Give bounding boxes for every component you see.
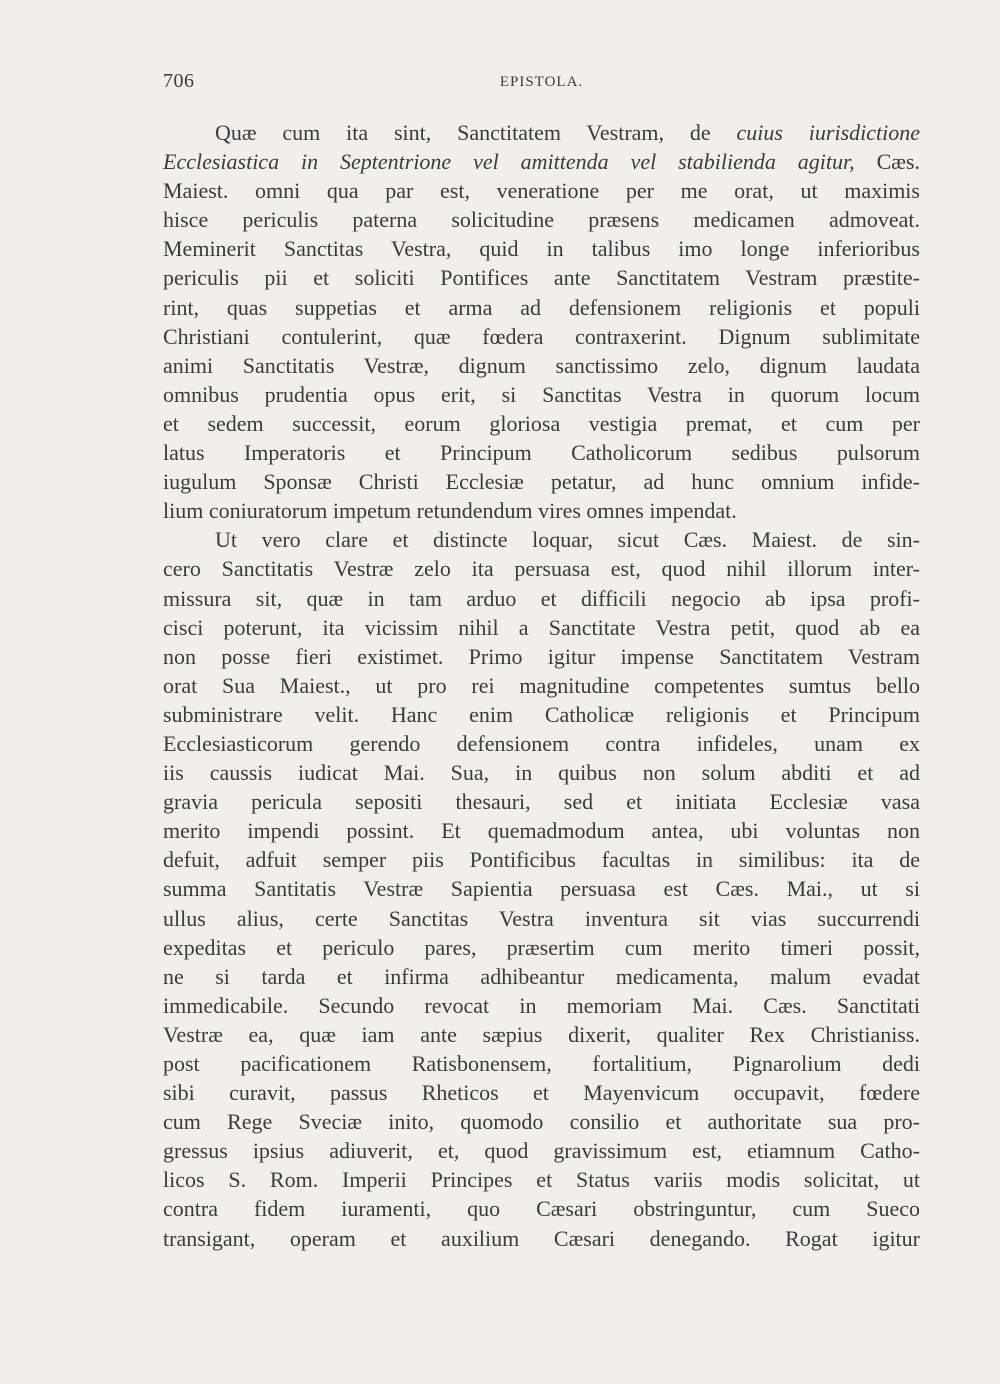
text-line (163, 991, 920, 1020)
text-line (163, 584, 920, 613)
line-text: et sedem successit, eorum gloriosa vestigia premat, et cum per (163, 410, 920, 436)
line-text: summa Santitatis Vestræ Sapientia persuasa est Cæs. Mai., ut si (163, 876, 920, 902)
text-line (163, 263, 920, 292)
line-text: orat Sua Maiest., ut pro rei magnitudine competentes sumtus bello (163, 672, 920, 698)
line-text: merito impendi possint. Et quemadmodum antea, ubi voluntas non (163, 818, 920, 844)
text-line (163, 700, 920, 729)
italic-phrase: Ecclesiastica in Septentrione vel amittenda vel stabilienda agitur, (163, 149, 855, 175)
text-line (163, 176, 920, 205)
line-text: iugulum Sponsæ Christi Ecclesiæ petatur, ad hunc omnium infide- (163, 469, 920, 495)
line-text: licos S. Rom. Imperii Principes et Status variis modis solicitat, ut (163, 1167, 920, 1193)
line-text: Ecclesiasticorum gerendo defensionem contra infideles, unam ex (163, 730, 920, 756)
line-text: defuit, adfuit semper piis Pontificibus facultas in similibus: ita de (163, 847, 920, 873)
page-number: 706 (163, 70, 195, 92)
line-text: rint, quas suppetias et arma ad defensionem religionis et populi (163, 294, 920, 320)
text-line (163, 118, 920, 147)
line-text: cisci poterunt, ita vicissim nihil a Sanctitate Vestra petit, quod ab ea (163, 614, 920, 640)
line-text: lium coniuratorum impetum retundendum vires omnes impendat. (163, 498, 737, 524)
line-text: transigant, operam et auxilium Cæsari denegando. Rogat igitur (163, 1225, 920, 1251)
text-line (163, 1165, 920, 1194)
text-line (163, 234, 920, 263)
text-line (163, 554, 920, 583)
line-text: latus Imperatoris et Principum Catholicorum sedibus pulsorum (163, 440, 920, 466)
text-line (163, 293, 920, 322)
text-line (163, 1224, 920, 1253)
line-text: animi Sanctitatis Vestræ, dignum sanctissimo zelo, dignum laudata (163, 352, 920, 378)
text-line (163, 613, 920, 642)
body-text (163, 118, 920, 1253)
text-line (163, 205, 920, 234)
line-text: ne si tarda et infirma adhibeantur medicamenta, malum evadat (163, 963, 920, 989)
line-text: Christiani contulerint, quæ fœdera contraxerint. Dignum sublimitate (163, 323, 920, 349)
line-text: gravia pericula sepositi thesauri, sed et initiata Ecclesiæ vasa (163, 789, 920, 815)
text-line (163, 438, 920, 467)
page-header (163, 70, 920, 102)
line-text: Meminerit Sanctitas Vestra, quid in talibus imo longe inferioribus (163, 236, 920, 262)
line-text: Quæ cum ita sint, Sanctitatem Vestram, de (215, 120, 737, 145)
text-line (163, 467, 920, 496)
running-head: EPISTOLA. (499, 74, 584, 90)
text-line (163, 729, 920, 758)
text-line (163, 671, 920, 700)
text-line (163, 496, 920, 525)
text-line (163, 380, 920, 409)
line-text: iis caussis iudicat Mai. Sua, in quibus non solum abditi et ad (163, 760, 920, 786)
text-line (163, 787, 920, 816)
line-text: omnibus prudentia opus erit, si Sanctitas Vestra in quorum locum (163, 381, 920, 407)
line-text: Ut vero clare et distincte loquar, sicut Cæs. Maiest. de sin- (215, 527, 920, 553)
line-text: sibi curavit, passus Rheticos et Mayenvicum occupavit, fœdere (163, 1080, 920, 1106)
line-text: periculis pii et soliciti Pontifices ante Sanctitatem Vestram præstite- (163, 265, 920, 291)
line-text: Maiest. omni qua par est, veneratione per me orat, ut maximis (163, 178, 920, 204)
line-text: cero Sanctitatis Vestræ zelo ita persuasa est, quod nihil illorum inter- (163, 556, 920, 582)
line-text: gressus ipsius adiuverit, et, quod gravissimum est, etiamnum Catho- (163, 1138, 920, 1164)
text-line (163, 642, 920, 671)
line-text: hisce periculis paterna solicitudine præsens medicamen admoveat. (163, 207, 920, 233)
text-line (163, 1049, 920, 1078)
text-line (163, 1194, 920, 1223)
text-line (163, 758, 920, 787)
line-text: contra fidem iuramenti, quo Cæsari obstringuntur, cum Sueco (163, 1196, 920, 1222)
line-text: missura sit, quæ in tam arduo et difficili negocio ab ipsa profi- (163, 585, 920, 611)
italic-phrase: cuius iurisdictione (736, 120, 921, 145)
text-line (163, 147, 920, 176)
line-text: immedicabile. Secundo revocat in memoriam Mai. Cæs. Sanctitati (163, 992, 920, 1018)
text-line (163, 525, 920, 554)
line-text: post pacificationem Ratisbonensem, fortalitium, Pignarolium dedi (163, 1051, 920, 1076)
text-line (163, 351, 920, 380)
text-line (163, 1020, 920, 1049)
line-text: non posse fieri existimet. Primo igitur impense Sanctitatem Vestram (163, 643, 920, 669)
text-line (163, 1107, 920, 1136)
line-text: subministrare velit. Hanc enim Catholicæ religionis et Principum (163, 701, 920, 727)
line-text: Vestræ ea, quæ iam ante sæpius dixerit, qualiter Rex Christianiss. (163, 1021, 920, 1047)
text-line (163, 322, 920, 351)
line-text: expeditas et periculo pares, præsertim cum merito timeri possit, (163, 934, 920, 960)
text-line (163, 904, 920, 933)
text-line (163, 816, 920, 845)
line-text: Cæs. (854, 149, 920, 175)
text-line (163, 1078, 920, 1107)
text-line (163, 1136, 920, 1165)
text-line (163, 962, 920, 991)
line-text: ullus alius, certe Sanctitas Vestra inventura sit vias succurrendi (163, 905, 920, 931)
text-line (163, 409, 920, 438)
text-line (163, 933, 920, 962)
text-line (163, 845, 920, 874)
line-text: cum Rege Sveciæ inito, quomodo consilio et authoritate sua pro- (163, 1109, 920, 1135)
text-line (163, 874, 920, 903)
